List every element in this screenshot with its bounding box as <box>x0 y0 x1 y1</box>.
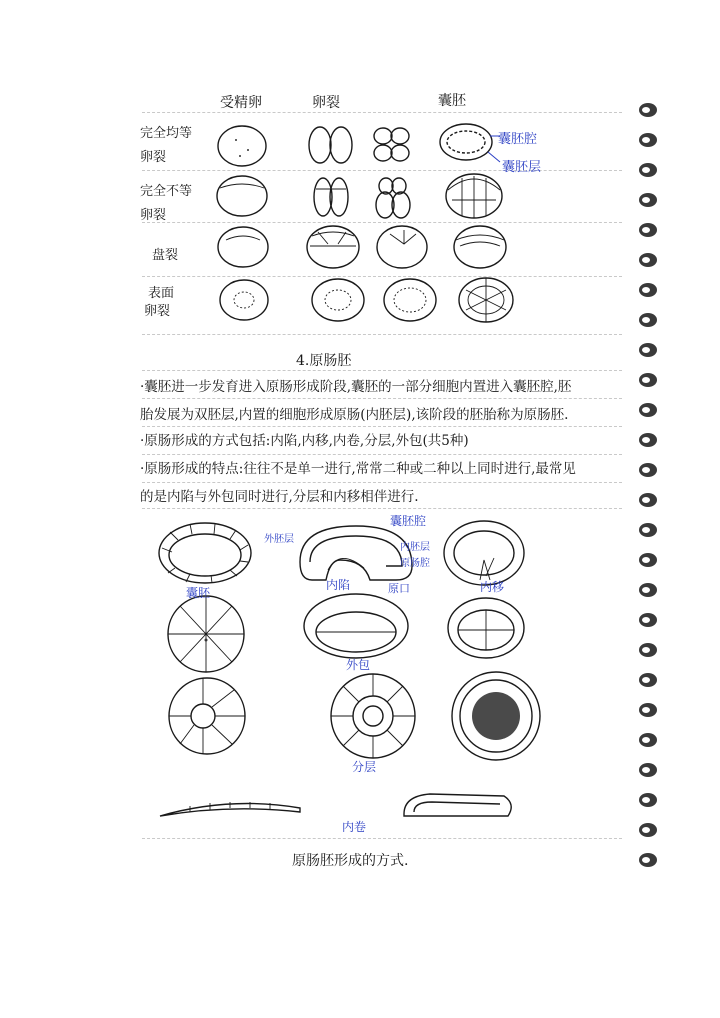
paragraph-1-line-1: ·囊胚进一步发育进入原肠形成阶段,囊胚的一部分细胞内置进入囊胚腔,胚 <box>140 379 572 395</box>
label-ingression: 内移 <box>480 580 505 594</box>
spiral-binding <box>636 96 666 876</box>
header-blastula: 囊胚 <box>438 93 466 109</box>
row-label-holoblastic-equal-2: 卵裂 <box>140 150 167 165</box>
delamination-stage-2-diagram <box>331 674 415 758</box>
delamination-stage-1-diagram <box>169 678 245 754</box>
ingression-diagram <box>444 521 524 585</box>
annotation-blastocoel: 囊胚腔 <box>498 132 538 147</box>
row-label-holoblastic-unequal-1: 完全不等 <box>140 184 193 199</box>
section-title: 4.原肠胚 <box>296 353 352 369</box>
row-label-superficial-1: 表面 <box>148 286 175 301</box>
header-cleavage: 卵裂 <box>312 95 340 111</box>
invagination-diagram <box>300 526 412 580</box>
row-label-superficial-2: 卵裂 <box>144 304 171 319</box>
epiboly-stage-1-diagram <box>168 596 244 672</box>
epiboly-stage-3-diagram <box>448 598 524 658</box>
row-label-holoblastic-unequal-2: 卵裂 <box>140 208 167 223</box>
row-label-discoidal: 盘裂 <box>152 248 179 263</box>
paragraph-3-line-2: 的是内陷与外包同时进行,分层和内移相伴进行. <box>140 489 419 505</box>
label-ectoderm: 外胚层 <box>264 534 294 545</box>
epiboly-stage-2-diagram <box>304 594 408 658</box>
label-invagination: 内陷 <box>326 578 351 592</box>
label-involution: 内卷 <box>342 820 367 834</box>
paragraph-1-line-2: 胎发展为双胚层,内置的细胞形成原肠(内胚层),该阶段的胚胎称为原肠胚. <box>140 407 569 423</box>
paragraph-2: ·原肠形成的方式包括:内陷,内移,内卷,分层,外包(共5种) <box>140 433 469 449</box>
label-epiboly: 外包 <box>346 658 371 672</box>
label-blastula: 囊胚 <box>186 586 211 600</box>
label-delamination: 分层 <box>352 760 377 774</box>
caption: 原肠胚形成的方式. <box>292 853 409 869</box>
label-endoderm: 内胚层 <box>400 542 430 553</box>
label-blastocoel: 囊胚腔 <box>390 514 427 528</box>
blastula-diagram <box>159 523 251 583</box>
involution-stage-2-diagram <box>404 794 511 816</box>
label-blastopore: 原口 <box>388 582 410 595</box>
header-zygote: 受精卵 <box>220 95 262 111</box>
involution-stage-1-diagram <box>160 802 300 816</box>
annotation-blastoderm: 囊胚层 <box>502 160 542 175</box>
paragraph-3-line-1: ·原肠形成的特点:往往不是单一进行,常常二种或二种以上同时进行,最常见 <box>140 461 576 477</box>
delamination-stage-3-diagram <box>452 672 540 760</box>
label-archenteron: 原肠腔 <box>400 558 430 569</box>
row-label-holoblastic-equal-1: 完全均等 <box>140 126 193 141</box>
